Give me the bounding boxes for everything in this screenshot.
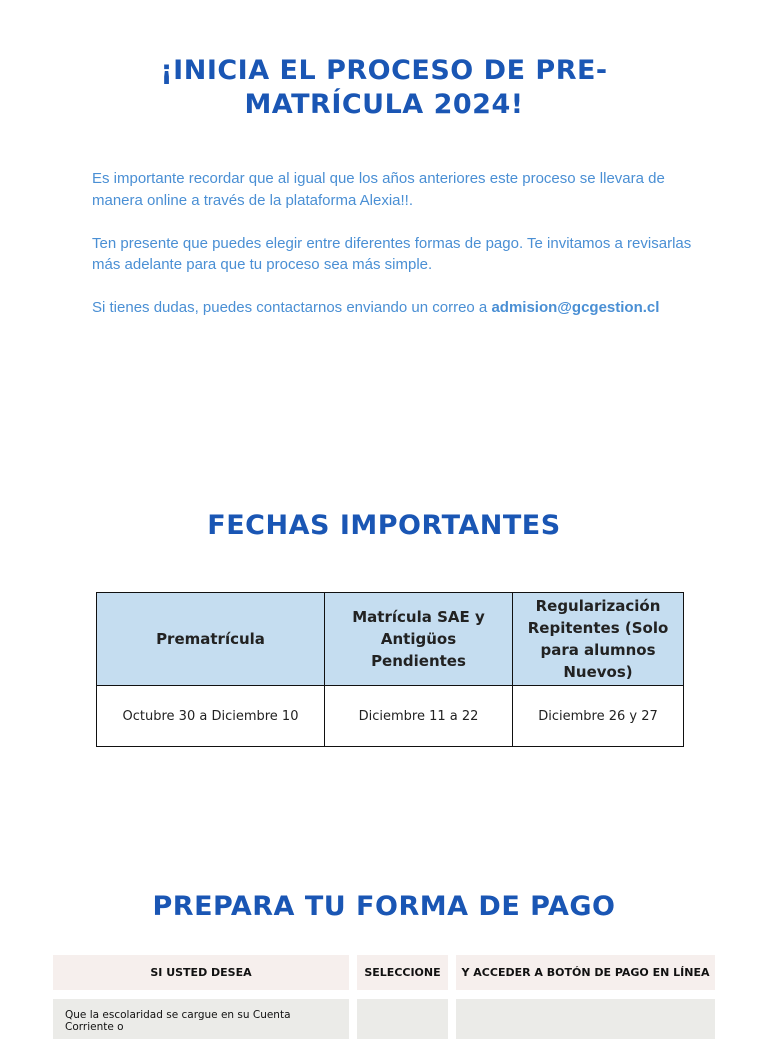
payment-table: [53, 955, 715, 1048]
payment-table-header-row: [53, 955, 715, 990]
pago-title: PREPARA TU FORMA DE PAGO: [152, 891, 616, 922]
page-title: [0, 54, 768, 122]
date-prematricula: Octubre 30 a Diciembre 10: [97, 686, 325, 747]
intro-text: [92, 168, 702, 340]
payment-option-description: Que la escolaridad se cargue en su Cuenta Corriente o: [53, 999, 349, 1039]
intro-paragraph-1: Es importante recordar que al igual que los años anteriores este proceso se llevara de manera online a través de la plataforma Alexia!!.: [92, 170, 665, 209]
contact-email-link[interactable]: admision@gcgestion.cl: [491, 299, 660, 316]
table-row: [97, 686, 684, 747]
payment-option-button-cell[interactable]: [456, 999, 715, 1039]
header-prematricula: Prematrícula: [97, 593, 325, 686]
dates-table: [96, 592, 684, 747]
date-matricula-sae: Diciembre 11 a 22: [325, 686, 513, 747]
header-boton-pago: Y ACCEDER A BOTÓN DE PAGO EN LÍNEA: [456, 955, 715, 990]
header-matricula-sae: Matrícula SAE y Antigüos Pendientes: [325, 593, 513, 686]
dates-table-header-row: [97, 593, 684, 686]
page-title-line-1: ¡INICIA EL PROCESO DE PRE-: [160, 55, 608, 86]
payment-option-select-cell[interactable]: [357, 999, 448, 1039]
page-title-line-2: MATRÍCULA 2024!: [244, 89, 524, 120]
header-seleccione: SELECCIONE: [357, 955, 448, 990]
date-regularizacion: Diciembre 26 y 27: [513, 686, 684, 747]
header-si-usted-desea: SI USTED DESEA: [53, 955, 349, 990]
contact-prefix: Si tienes dudas, puedes contactarnos enviando un correo a: [92, 299, 492, 316]
table-row: [53, 999, 715, 1039]
header-regularizacion: Regularización Repitentes (Solo para alumnos Nuevos): [513, 593, 684, 686]
intro-paragraph-3: [92, 297, 702, 319]
intro-paragraph-2: Ten presente que puedes elegir entre diferentes formas de pago. Te invitamos a revisarlas más adelante para que tu proceso sea más simple.: [92, 234, 692, 273]
fechas-title: FECHAS IMPORTANTES: [207, 510, 561, 541]
